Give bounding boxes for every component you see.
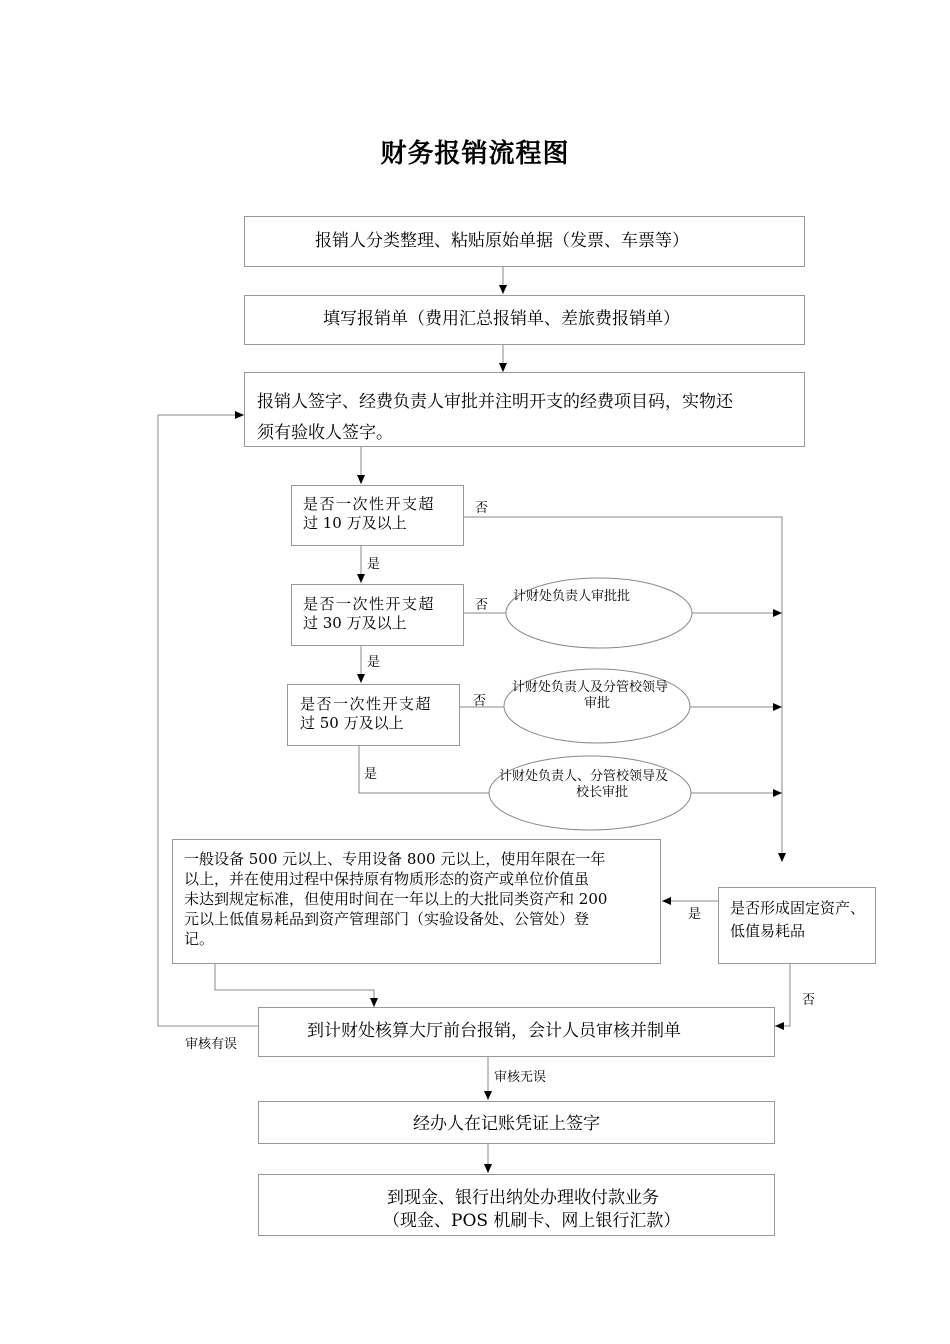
decision-over-300k-line1: 是否一次性开支超 xyxy=(303,595,436,613)
decision-over-500k-line1: 是否一次性开支超 xyxy=(300,695,433,713)
approve-fin-vice-line2: 审批 xyxy=(584,696,611,711)
label-audit-error: 审核有误 xyxy=(185,1037,238,1052)
asset-registration-line1: 一般设备 500 元以上、专用设备 800 元以上，使用年限在一年 xyxy=(184,850,606,868)
asset-registration-line3: 未达到规定标准，但使用时间在一年以上的大批同类资产和 200 xyxy=(184,890,608,908)
label-audit-ok: 审核无误 xyxy=(494,1070,547,1085)
label-yes-30w: 是 xyxy=(367,655,381,670)
approve-fin-head-text: 计财处负责人审批批 xyxy=(513,589,631,604)
step-sign-approve-line2: 须有验收人签字。 xyxy=(257,423,393,443)
label-yes-50w: 是 xyxy=(364,767,378,782)
decision-over-500k xyxy=(287,684,460,746)
page-title: 财务报销流程图 xyxy=(380,139,570,169)
asset-registration-line5: 记。 xyxy=(184,930,215,948)
decision-over-300k-line2: 过 30 万及以上 xyxy=(303,614,407,632)
step-sign-approve-line1: 报销人签字、经费负责人审批并注明开支的经费项目码，实物还 xyxy=(257,392,733,412)
label-no-50w: 否 xyxy=(473,694,487,709)
arrow-asset-no xyxy=(775,964,790,1026)
approve-fin-vice-line1: 计财处负责人及分管校领导 xyxy=(512,680,669,695)
decision-over-100k-line1: 是否一次性开支超 xyxy=(303,495,436,513)
step-cashier xyxy=(258,1174,775,1236)
step-front-desk-text: 到计财处核算大厅前台报销，会计人员审核并制单 xyxy=(307,1021,681,1041)
label-yes-asset: 是 xyxy=(688,907,702,922)
step-cashier-line2: （现金、POS 机刷卡、网上银行汇款） xyxy=(383,1211,681,1231)
step-sign-approve xyxy=(244,372,805,447)
approve-president-line2: 校长审批 xyxy=(576,785,629,800)
label-no-30w: 否 xyxy=(475,598,489,613)
step-cashier-line1: 到现金、银行出纳处办理收付款业务 xyxy=(387,1188,659,1208)
decision-over-100k xyxy=(291,485,464,546)
step-fill-form xyxy=(244,295,805,345)
step-handler-sign xyxy=(258,1101,775,1144)
step-sort-documents-text: 报销人分类整理、粘贴原始单据（发票、车票等） xyxy=(315,231,689,251)
label-yes-10w: 是 xyxy=(367,557,381,572)
decision-over-300k xyxy=(291,584,464,646)
step-sort-documents xyxy=(244,216,805,267)
step-fill-form-text: 填写报销单（费用汇总报销单、差旅费报销单） xyxy=(323,309,680,329)
decision-fixed-asset-line1: 是否形成固定资产、 xyxy=(730,899,866,917)
asset-registration-line2: 以上，并在使用过程中保持原有物质形态的资产或单位价值虽 xyxy=(184,870,590,888)
asset-registration-line4: 元以上低值易耗品到资产管理部门（实验设备处、公管处）登 xyxy=(184,910,590,928)
label-no-asset: 否 xyxy=(802,993,816,1008)
approve-president-line1: 计财处负责人、分管校领导及 xyxy=(499,769,669,784)
decision-over-100k-line2: 过 10 万及以上 xyxy=(303,514,407,532)
decision-fixed-asset-line2: 低值易耗品 xyxy=(730,922,806,940)
asset-registration-note xyxy=(172,839,661,964)
decision-fixed-asset xyxy=(718,887,876,964)
step-front-desk xyxy=(258,1007,775,1057)
arrow-register-to-desk xyxy=(215,964,374,1007)
label-no-10w: 否 xyxy=(475,501,489,516)
step-handler-sign-text: 经办人在记账凭证上签字 xyxy=(413,1114,600,1134)
decision-over-500k-line2: 过 50 万及以上 xyxy=(300,714,404,732)
